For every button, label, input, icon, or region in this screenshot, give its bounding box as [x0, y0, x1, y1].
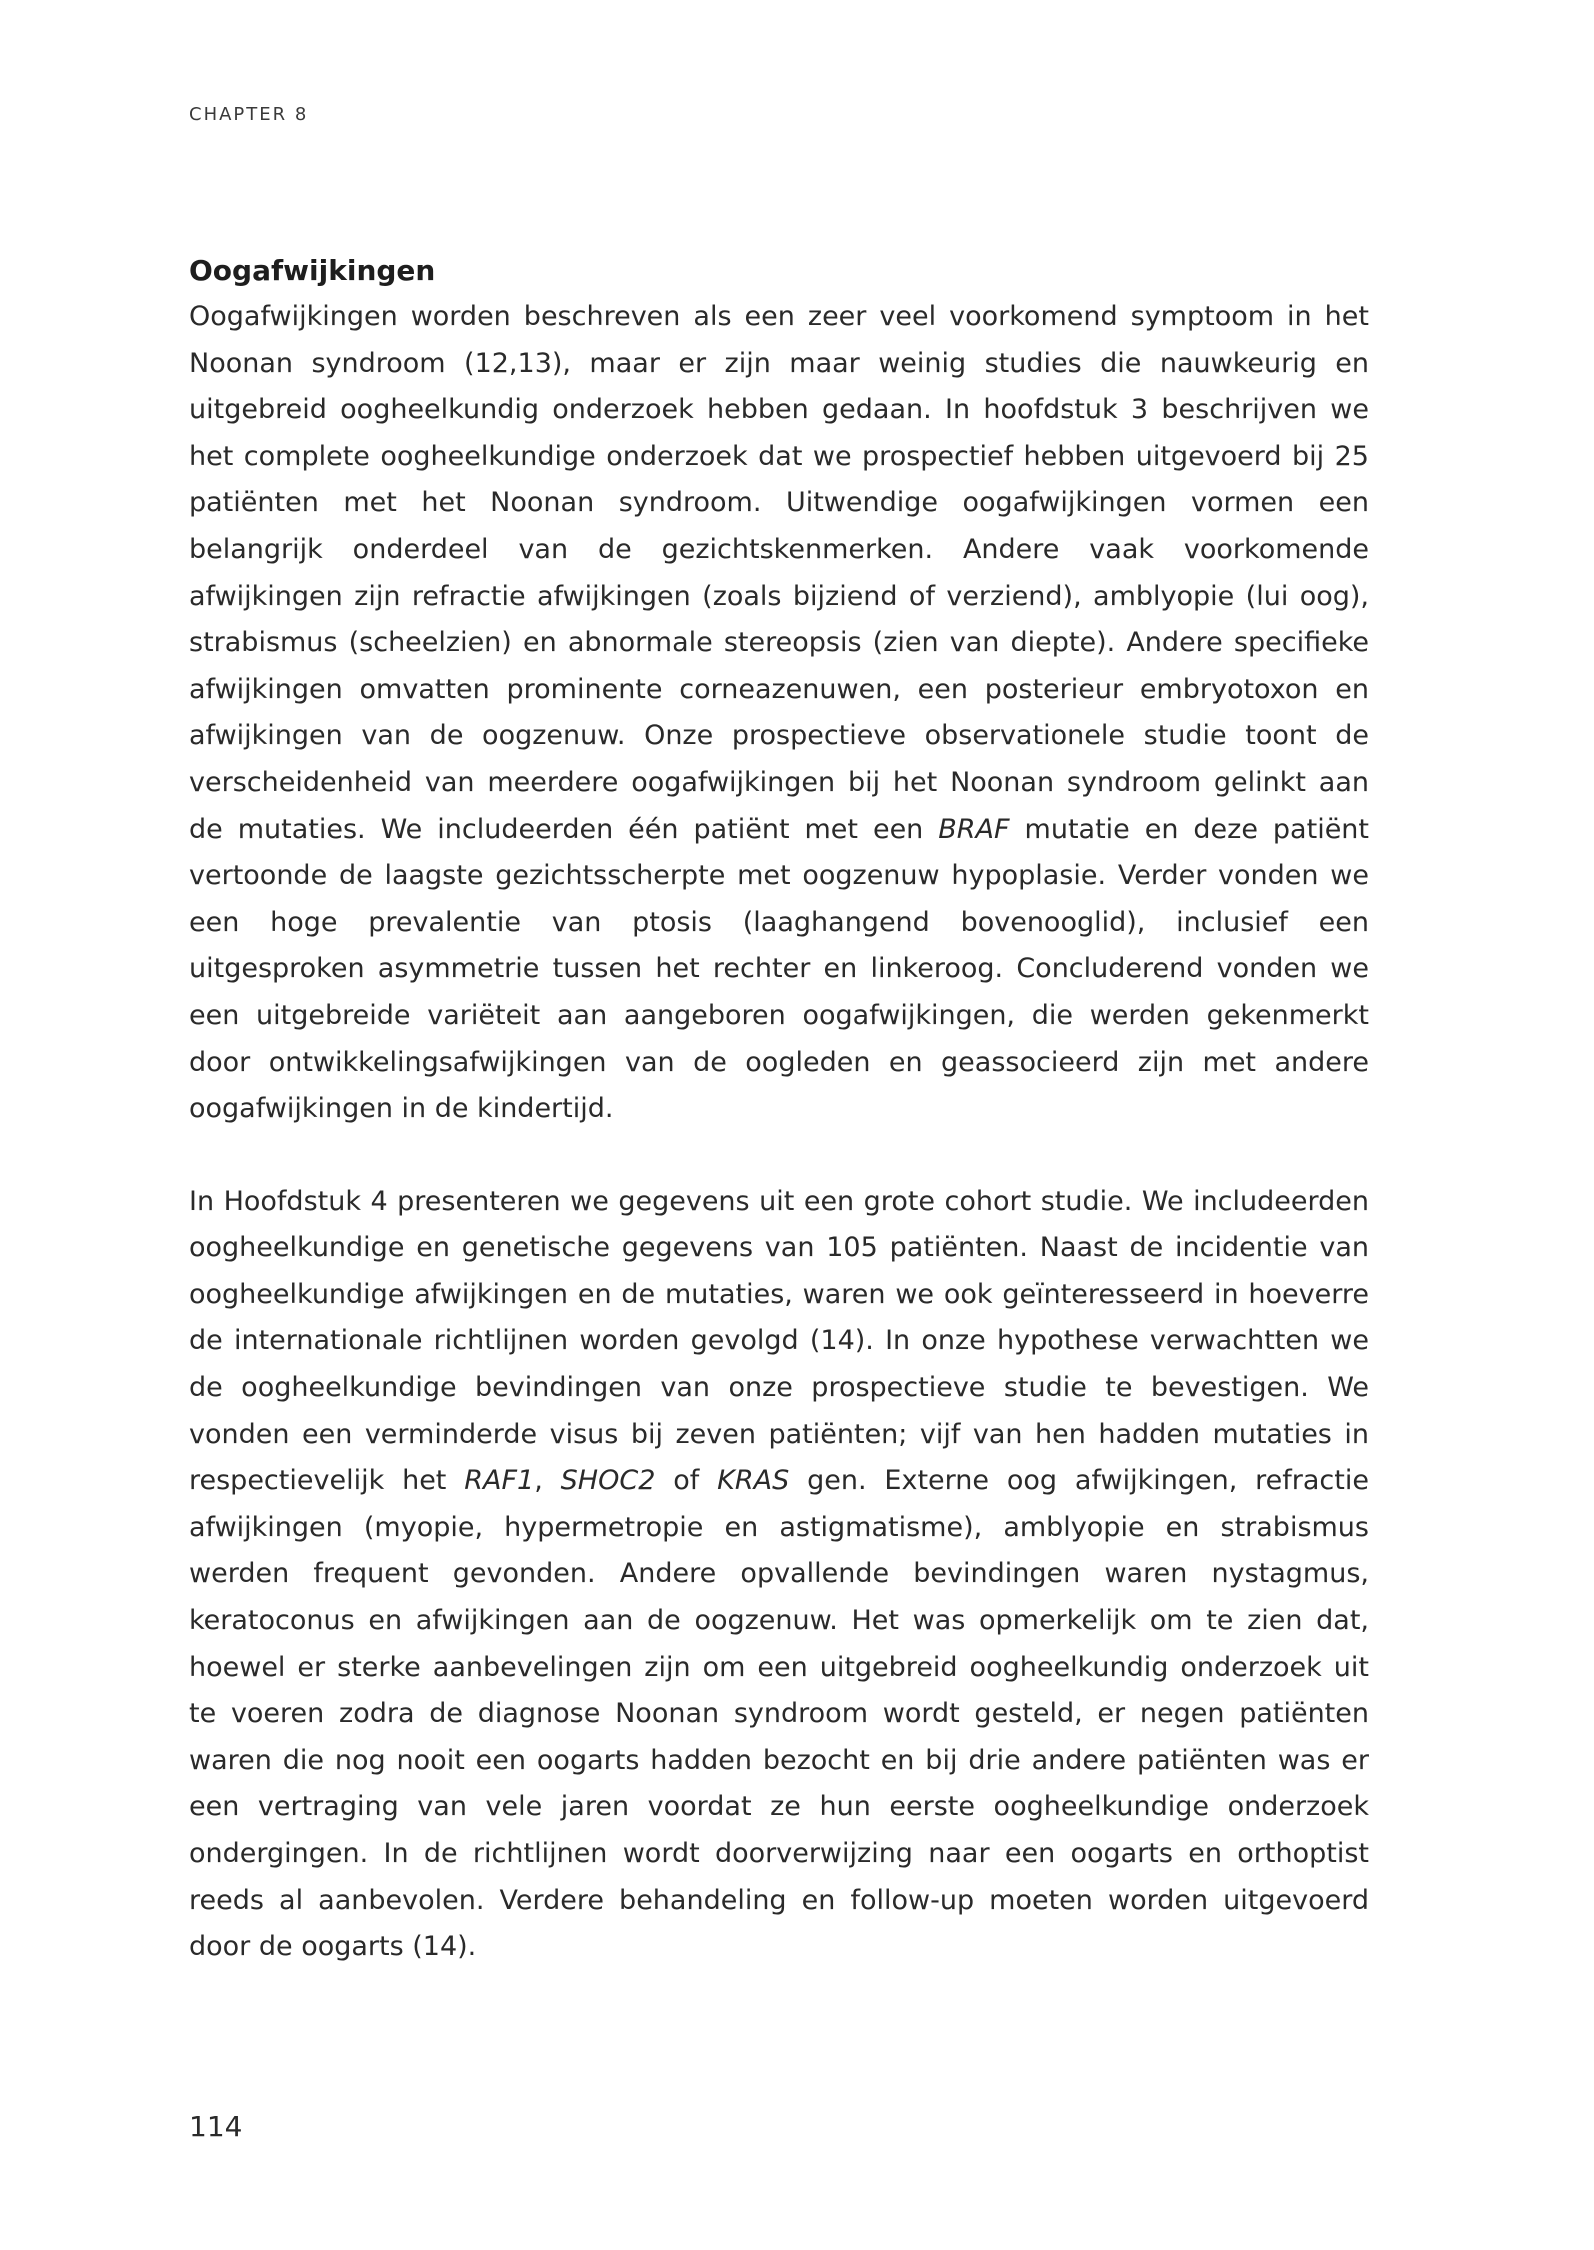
main-content — [189, 248, 1369, 1971]
section-heading: Oogafwijkingen — [189, 254, 436, 287]
gene-name: BRAF — [938, 813, 1010, 845]
paragraph-2 — [189, 1179, 1369, 1971]
gene-name: SHOC2 — [560, 1465, 656, 1497]
paragraph-text: , — [534, 1465, 561, 1497]
page-number: 114 — [189, 2110, 243, 2143]
paragraph-text: In Hoofdstuk 4 presenteren we gegevens uit een grote cohort studie. We includeerden oogheelkundige en genetische gegevens van 105 patiënten. Naast de incidentie van oogheelkundige afwijkingen en de mutaties, waren we ook geïnteresseerd in hoeverre de internationale richtlijnen worden gevolgd (14). In onze hypothese verwachtten we de oogheelkundige bevindingen van onze prospectieve studie te bevestigen. We vonden een verminderde visus bij zeven patiënten; vijf van hen hadden mutaties in respectievelijk het — [189, 1185, 1369, 1497]
paragraph-text: Oogafwijkingen worden beschreven als een zeer veel voorkomend symptoom in het Noonan syndroom (12,13), maar er zijn maar weinig studies die nauwkeurig en uitgebreid oogheelkundig onderzoek hebben gedaan. In hoofdstuk 3 beschrijven we het complete oogheelkundige onderzoek dat we prospectief hebben uitgevoerd bij 25 patiënten met het Noonan syndroom. Uitwendige oogafwijkingen vormen een belangrijk onderdeel van de gezichtskenmerken. Andere vaak voorkomende afwijkingen zijn refractie afwijkingen (zoals bijziend of verziend), amblyopie (lui oog), strabismus (scheelzien) en abnormale stereopsis (zien van diepte). Andere specifieke afwijkingen omvatten prominente corneazenuwen, een posterieur embryotoxon en afwijkingen van de oogzenuw. Onze prospectieve observationele studie toont de verscheidenheid van meerdere oogafwijkingen bij het Noonan syndroom gelinkt aan de mutaties. We includeerden één patiënt met een — [189, 301, 1369, 845]
paragraph-text: mutatie en deze patiënt vertoonde de laagste gezichtsscherpte met oogzenuw hypoplasie. Verder vonden we een hoge prevalentie van ptosis (laaghangend bovenooglid), inclusief een uitgesproken asymmetrie tussen het rechter en linkeroog. Concluderend vonden we een uitgebreide variëteit aan aangeboren oogafwijkingen, die werden gekenmerkt door ontwikkelingsafwijkingen van de oogleden en geassocieerd zijn met andere oogafwijkingen in de kindertijd. — [189, 813, 1370, 1125]
paragraph-1 — [189, 294, 1369, 1133]
paragraph-text: gen. Externe oog afwijkingen, refractie afwijkingen (myopie, hypermetropie en astigmatisme), amblyopie en strabismus werden frequent gevonden. Andere opvallende bevindingen waren nystagmus, keratoconus en afwijkingen aan de oogzenuw. Het was opmerkelijk om te zien dat, hoewel er sterke aanbevelingen zijn om een uitgebreid oogheelkundig onderzoek uit te voeren zodra de diagnose Noonan syndroom wordt gesteld, er negen patiënten waren die nog nooit een oogarts hadden bezocht en bij drie andere patiënten was er een vertraging van vele jaren voordat ze hun eerste oogheelkundige onderzoek ondergingen. In de richtlijnen wordt doorverwijzing naar een oogarts en orthoptist reeds al aanbevolen. Verdere behandeling en follow-up moeten worden uitgevoerd door de oogarts (14). — [189, 1465, 1369, 1963]
gene-name: RAF1 — [464, 1465, 535, 1497]
gene-name: KRAS — [717, 1465, 790, 1497]
paragraph-text: of — [655, 1465, 718, 1497]
running-header: CHAPTER 8 — [189, 104, 309, 125]
